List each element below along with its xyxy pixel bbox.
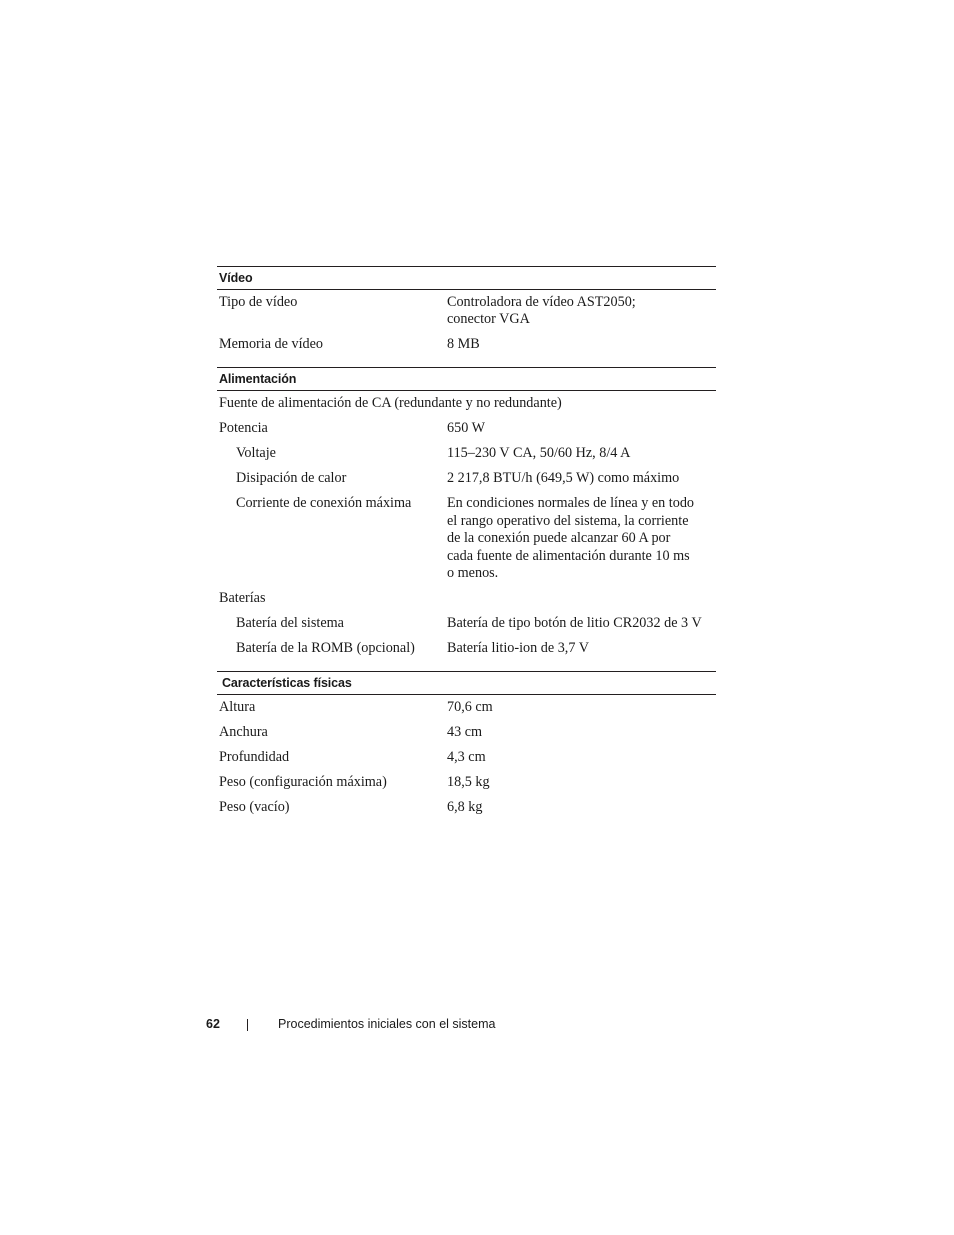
spec-label: Batería del sistema (236, 615, 344, 632)
spec-label: Anchura (219, 724, 268, 741)
spec-row-height (217, 696, 716, 721)
spec-value: Batería de tipo botón de litio CR2032 de 3 V (447, 615, 702, 632)
section-video (217, 290, 716, 367)
spec-row-weight-empty (217, 796, 716, 821)
spec-row-weight-max (217, 771, 716, 796)
section-power (217, 391, 716, 671)
spec-row-video-memory (217, 333, 716, 358)
spec-value: 8 MB (447, 336, 480, 353)
spec-row-ac-supply (217, 392, 716, 417)
spec-label: Fuente de alimentación de CA (redundante y no redundante) (219, 395, 562, 412)
spec-value-line: conector VGA (447, 311, 530, 328)
footer-divider (247, 1019, 248, 1031)
spec-row-romb-battery (217, 637, 716, 662)
spec-value (445, 495, 716, 582)
footer-title: Procedimientos iniciales con el sistema (278, 1017, 496, 1031)
spec-row-wattage (217, 417, 716, 442)
spec-value: 2 217,8 BTU/h (649,5 W) como máximo (447, 470, 680, 487)
spec-label: Baterías (219, 590, 266, 607)
spec-label: Tipo de vídeo (219, 294, 298, 310)
section-header-physical: Características físicas (217, 671, 716, 695)
spec-label: Peso (configuración máxima) (219, 774, 387, 791)
spec-value-line: de la conexión puede alcanzar 60 A por (447, 530, 671, 547)
spec-label: Corriente de conexión máxima (236, 495, 412, 512)
spec-value: 70,6 cm (447, 699, 493, 716)
spec-value: 6,8 kg (447, 799, 483, 816)
spec-row-video-type (217, 291, 716, 333)
spec-value: 115–230 V CA, 50/60 Hz, 8/4 A (447, 445, 631, 462)
section-header-video: Vídeo (217, 266, 716, 290)
spec-value-line: el rango operativo del sistema, la corriente (447, 512, 689, 529)
spec-value-line: En condiciones normales de línea y en todo (447, 495, 695, 512)
spec-label: Altura (219, 699, 256, 716)
spec-row-width (217, 721, 716, 746)
specifications-table (217, 266, 716, 830)
spec-value-line: o menos. (447, 565, 499, 582)
spec-label: Memoria de vídeo (219, 336, 324, 353)
spec-row-voltage (217, 442, 716, 467)
spec-row-depth (217, 746, 716, 771)
page-number: 62 (206, 1017, 220, 1031)
spec-label: Voltaje (236, 445, 276, 462)
spec-value: 18,5 kg (447, 774, 490, 791)
spec-row-batteries (217, 587, 716, 612)
spec-label: Potencia (219, 420, 268, 437)
spec-label: Disipación de calor (236, 470, 347, 487)
spec-row-heat-dissipation (217, 467, 716, 492)
spec-value: Batería litio-ion de 3,7 V (447, 640, 589, 657)
spec-value-line: cada fuente de alimentación durante 10 ms (447, 547, 690, 564)
section-header-power: Alimentación (217, 367, 716, 391)
spec-value: 4,3 cm (447, 749, 486, 766)
spec-value (445, 294, 716, 329)
section-physical (217, 695, 716, 830)
spec-row-inrush-current (217, 492, 716, 587)
spec-label: Profundidad (219, 749, 290, 766)
spec-label: Peso (vacío) (219, 799, 290, 816)
spec-value-line: Controladora de vídeo AST2050; (447, 294, 636, 310)
spec-row-system-battery (217, 612, 716, 637)
spec-value: 43 cm (447, 724, 483, 741)
spec-label: Batería de la ROMB (opcional) (236, 640, 415, 657)
spec-value: 650 W (447, 420, 485, 437)
